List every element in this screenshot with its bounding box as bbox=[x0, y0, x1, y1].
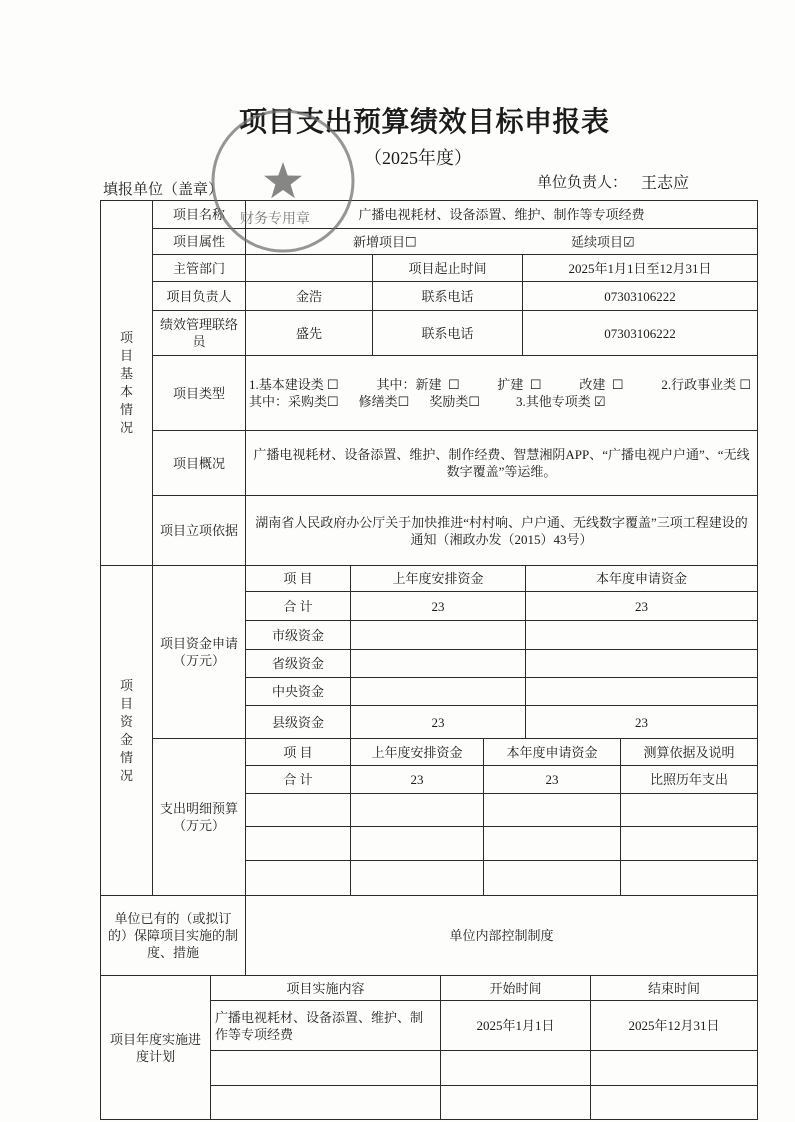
measures-label: 单位已有的（或拟订的）保障项目实施的制度、措施 bbox=[100, 895, 246, 976]
project-attribute-value bbox=[245, 228, 758, 255]
liaison-phone-value: 07303106222 bbox=[522, 310, 758, 356]
funding-detail-label: 支出明细预算 bbox=[159, 801, 238, 816]
detail-row-empty-cell bbox=[350, 826, 484, 861]
apply-row-this-year bbox=[525, 649, 758, 678]
apply-row-last-year: 23 bbox=[350, 591, 526, 621]
department-label: 主管部门 bbox=[152, 254, 246, 282]
funding-apply-label-cell bbox=[152, 565, 246, 739]
schedule-row-end: 2025年12月31日 bbox=[590, 1000, 758, 1051]
schedule-row-empty-cell bbox=[590, 1085, 758, 1120]
type-option-other-special: 3.其他专项类 ☑ bbox=[515, 394, 606, 409]
schedule-row-empty-cell bbox=[440, 1050, 591, 1086]
detail-row-last-year: 23 bbox=[350, 765, 484, 794]
funding-apply-label: 项目资金申请 bbox=[159, 636, 238, 651]
project-type-options bbox=[245, 355, 758, 431]
project-overview-label: 项目概况 bbox=[152, 430, 246, 496]
apply-row-last-year: 23 bbox=[350, 705, 526, 739]
section-funding-label: 项目资金情况 bbox=[120, 677, 134, 783]
detail-row-empty-cell bbox=[620, 860, 758, 896]
schedule-row-empty-cell bbox=[440, 1085, 591, 1120]
unit-head-name: 王志应 bbox=[641, 175, 690, 192]
project-type-label: 项目类型 bbox=[152, 355, 246, 431]
detail-row-basis: 比照历年支出 bbox=[620, 765, 758, 794]
type-option-reward: 奖励类☐ bbox=[429, 394, 480, 409]
project-type-line-2 bbox=[249, 393, 751, 410]
attribute-new-option: 新增项目☐ bbox=[353, 234, 417, 249]
schedule-header-end: 结束时间 bbox=[590, 975, 758, 1001]
seal-text: 财务专用章 bbox=[240, 212, 310, 227]
schedule-label: 项目年度实施进度计划 bbox=[100, 975, 211, 1120]
project-period-label: 项目起止时间 bbox=[372, 254, 523, 282]
section-basic-label: 项目基本情况 bbox=[120, 330, 134, 435]
attribute-continuing-option: 延续项目☑ bbox=[571, 234, 635, 249]
detail-row-item: 合 计 bbox=[245, 765, 351, 794]
apply-row-this-year bbox=[525, 620, 758, 650]
type-option-repair: 修缮类☐ bbox=[358, 394, 410, 409]
detail-row-empty-cell bbox=[245, 826, 351, 861]
apply-row-last-year bbox=[350, 649, 526, 678]
apply-row-this-year: 23 bbox=[525, 705, 758, 739]
seal-star-icon bbox=[264, 162, 302, 198]
schedule-header-start: 开始时间 bbox=[440, 975, 591, 1001]
apply-row-item: 省级资金 bbox=[245, 649, 351, 678]
funding-detail-label-stack bbox=[160, 800, 238, 834]
type-option-renovation: 改建 ☐ bbox=[579, 377, 624, 392]
detail-row-empty-cell bbox=[350, 860, 484, 896]
detail-row-empty-cell bbox=[483, 860, 621, 896]
detail-header-this-year: 本年度申请资金 bbox=[483, 738, 621, 766]
apply-row-last-year bbox=[350, 620, 526, 650]
apply-header-this-year: 本年度申请资金 bbox=[525, 565, 758, 592]
schedule-row-empty-cell bbox=[590, 1050, 758, 1086]
project-basis-value: 湖南省人民政府办公厅关于加快推进“村村响、户户通、无线数字覆盖”三项工程建设的通知（湘政办发（2015）43号） bbox=[245, 495, 758, 566]
liaison-label: 绩效管理联络员 bbox=[152, 310, 246, 356]
apply-row-item: 中央资金 bbox=[245, 677, 351, 706]
unit-head-label: 单位负责人： bbox=[537, 175, 628, 191]
project-name-value: 广播电视耗材、设备添置、维护、制作等专项经费 bbox=[245, 200, 758, 229]
detail-row-empty-cell bbox=[350, 793, 484, 827]
detail-row-empty-cell bbox=[245, 860, 351, 896]
detail-header-last-year: 上年度安排资金 bbox=[350, 738, 484, 766]
leader-phone-value: 07303106222 bbox=[522, 281, 758, 311]
schedule-row-empty-cell bbox=[210, 1085, 441, 1120]
project-leader-name: 金浩 bbox=[245, 281, 373, 311]
detail-row-empty-cell bbox=[620, 793, 758, 827]
detail-row-empty-cell bbox=[620, 826, 758, 861]
apply-header-last-year: 上年度安排资金 bbox=[350, 565, 526, 592]
department-value bbox=[245, 254, 373, 282]
detail-row-empty-cell bbox=[483, 793, 621, 827]
apply-row-item: 县级资金 bbox=[245, 705, 351, 739]
detail-row-empty-cell bbox=[245, 793, 351, 827]
apply-row-this-year: 23 bbox=[525, 591, 758, 621]
liaison-name: 盛先 bbox=[245, 310, 373, 356]
type-option-expansion: 扩建 ☐ bbox=[497, 377, 542, 392]
funding-apply-label-stack bbox=[160, 635, 238, 669]
type-option-administrative: 2.行政事业类 ☐ bbox=[661, 377, 751, 392]
schedule-row-content: 广播电视耗材、设备添置、维护、制作等专项经费 bbox=[210, 1000, 441, 1051]
measures-value: 单位内部控制制度 bbox=[245, 895, 758, 976]
apply-header-item: 项 目 bbox=[245, 565, 351, 592]
project-type-line-1 bbox=[249, 376, 751, 393]
type-option-new-build: 其中：新建 ☐ bbox=[376, 377, 460, 392]
form-title: 项目支出预算绩效目标申报表 bbox=[239, 107, 610, 138]
project-attribute-label: 项目属性 bbox=[152, 228, 246, 255]
schedule-row-empty-cell bbox=[210, 1050, 441, 1086]
funding-detail-unit: （万元） bbox=[172, 818, 225, 833]
apply-row-item: 合 计 bbox=[245, 591, 351, 621]
section-funding bbox=[100, 565, 153, 896]
project-basis-label: 项目立项依据 bbox=[152, 495, 246, 566]
type-option-procurement: 其中：采购类☐ bbox=[249, 394, 339, 409]
funding-apply-unit: （万元） bbox=[172, 653, 225, 668]
schedule-header-content: 项目实施内容 bbox=[210, 975, 441, 1001]
apply-row-this-year bbox=[525, 677, 758, 706]
project-period-value: 2025年1月1日至12月31日 bbox=[522, 254, 758, 282]
detail-row-empty-cell bbox=[483, 826, 621, 861]
liaison-phone-label: 联系电话 bbox=[372, 310, 523, 356]
funding-detail-label-cell bbox=[152, 738, 246, 896]
type-option-capital-construction: 1.基本建设类 ☐ bbox=[249, 377, 339, 392]
detail-row-this-year: 23 bbox=[483, 765, 621, 794]
detail-header-basis: 测算依据及说明 bbox=[620, 738, 758, 766]
detail-header-item: 项 目 bbox=[245, 738, 351, 766]
project-overview-value: 广播电视耗材、设备添置、维护、制作经费、智慧湘阴APP、“广播电视户户通”、“无线数字覆盖”等运维。 bbox=[245, 430, 758, 496]
leader-phone-label: 联系电话 bbox=[372, 281, 523, 311]
apply-row-last-year bbox=[350, 677, 526, 706]
reporting-unit-label: 填报单位（盖章） bbox=[103, 182, 224, 198]
apply-row-item: 市级资金 bbox=[245, 620, 351, 650]
form-year: （2025年度） bbox=[364, 148, 472, 168]
schedule-row-start: 2025年1月1日 bbox=[440, 1000, 591, 1051]
section-basic bbox=[100, 200, 153, 566]
project-leader-label: 项目负责人 bbox=[152, 281, 246, 311]
project-name-label: 项目名称 bbox=[152, 200, 246, 229]
